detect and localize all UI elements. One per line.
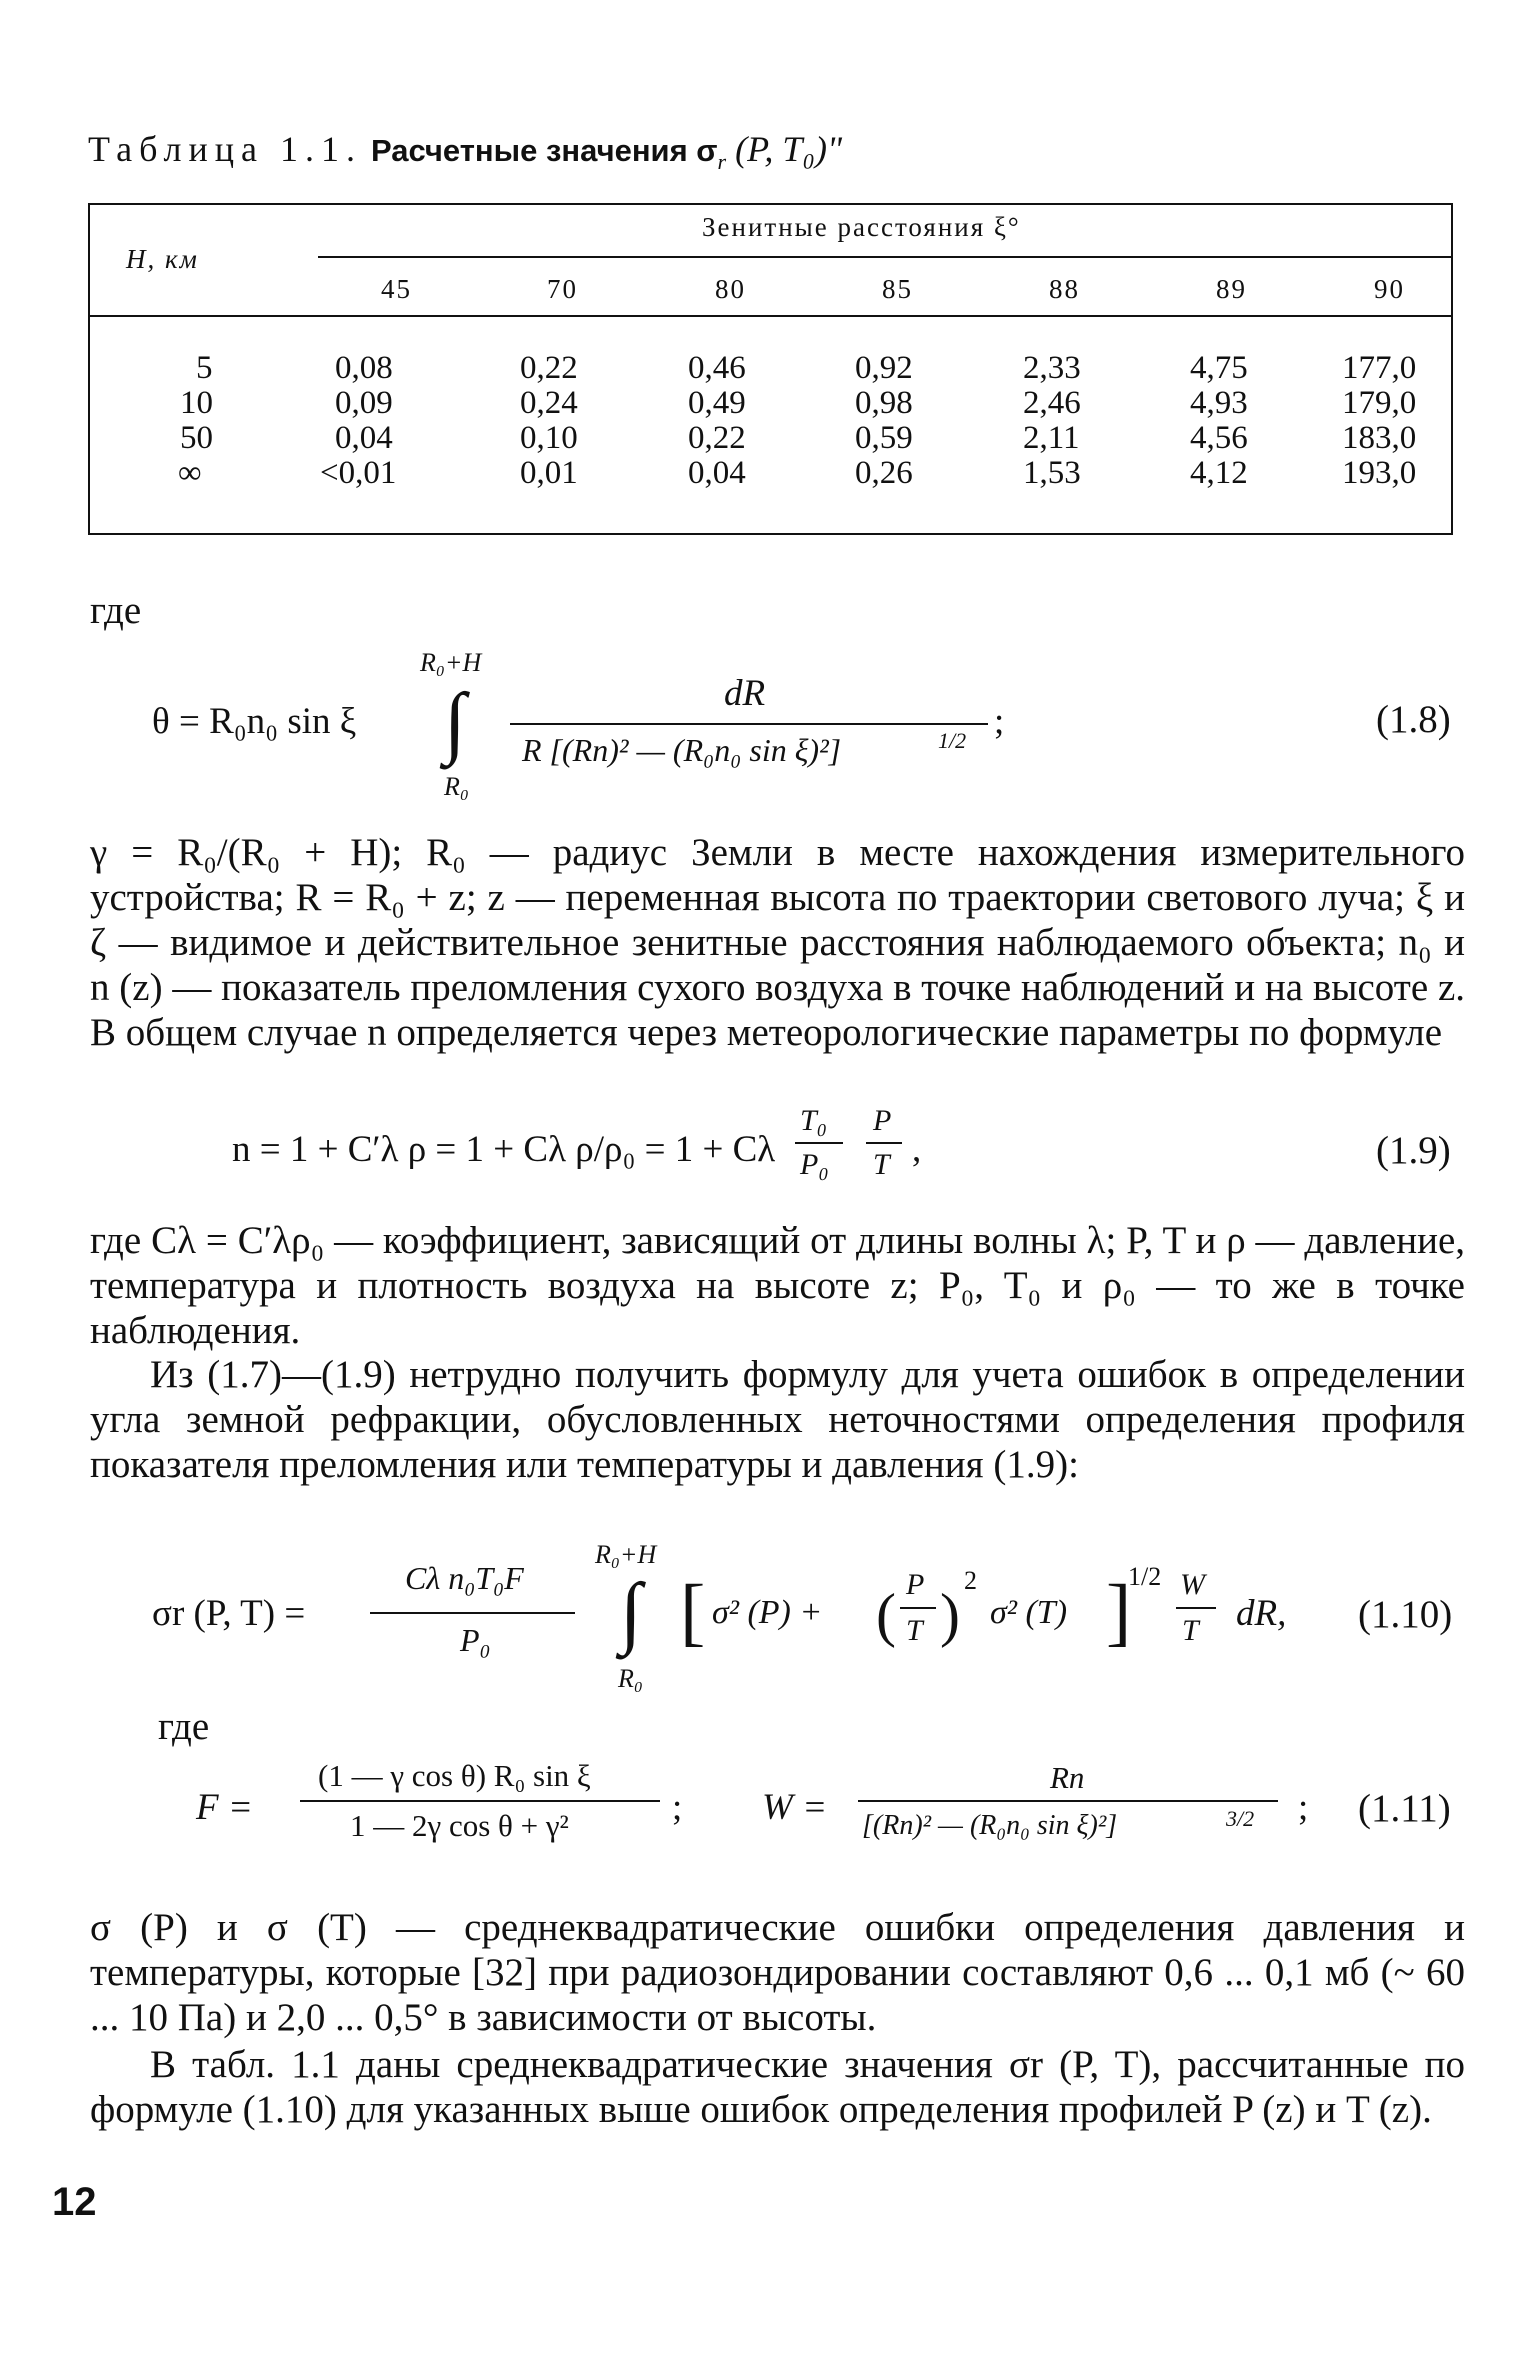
text-gde-1: где — [90, 589, 142, 632]
eq111-w-exp: 3/2 — [1226, 1806, 1255, 1831]
col-header-90: 90 — [1374, 274, 1405, 304]
eq110-upper-limit: R₀+H — [595, 1540, 657, 1569]
table-cell: 0,22 — [688, 420, 746, 456]
col-header-88: 88 — [1049, 274, 1080, 304]
table-cell: 0,92 — [855, 350, 913, 386]
eq111-w-lhs: W = — [762, 1787, 828, 1828]
eq110-exp-half: 1/2 — [1128, 1562, 1162, 1591]
eq110-w-den: T — [1182, 1614, 1199, 1647]
eq18-upper-limit: R₀+H — [420, 648, 482, 677]
table-right-rule — [1451, 205, 1453, 535]
integral-sign: ∫ — [620, 1568, 642, 1656]
paragraph-1: γ = R₀/(R₀ + H); R₀ — радиус Земли в месте нахождения измерительного устройства; R = R₀ + z; z — переменная высота по траектории светового луча; ξ и ζ — видимое и действительное зенитные расстояния наблюдаемого объекта; n₀ и n (z) — показатель преломления сухого воздуха в точке наблюдений и на высоте z. В общем случае n определяется через метеорологические параметры по формуле — [90, 831, 1465, 1054]
eq19-num2: P — [873, 1104, 892, 1137]
eq19-den1: P₀ — [800, 1148, 829, 1181]
col-header-85: 85 — [882, 274, 913, 304]
table-head-rule — [88, 315, 1453, 317]
table-label: Таблица 1.1. — [88, 129, 362, 169]
paragraph-5: В табл. 1.1 даны среднеквадратические значения σr (P, T), рассчитанные по формуле (1.10) для указанных выше ошибок определения профилей P (z) и T (z). — [90, 2043, 1465, 2131]
eq111-w-den: [(Rn)² — (R₀n₀ sin ξ)²] — [862, 1810, 1118, 1841]
table-cell: 183,0 — [1342, 420, 1417, 456]
table-cell: 0,49 — [688, 385, 746, 421]
eq110-numerator: Cλ n₀T₀F — [405, 1560, 524, 1596]
eq111-w-num: Rn — [1050, 1760, 1085, 1795]
table-cell: 0,26 — [855, 455, 913, 491]
table-cell: 2,46 — [1023, 385, 1081, 421]
page-number: 12 — [52, 2180, 97, 2224]
eq111-w-bar — [858, 1800, 1278, 1802]
table-cell: 193,0 — [1342, 455, 1417, 491]
eq19-tail: , — [912, 1129, 922, 1170]
eq18-denominator: R [(Rn)² — (R₀n₀ sin ξ)²] — [522, 732, 842, 768]
eq18-number: (1.8) — [1376, 698, 1451, 741]
eq19-den2: T — [873, 1148, 890, 1181]
left-bracket: [ — [680, 1570, 706, 1654]
table-cell: 0,04 — [335, 420, 393, 456]
row-header: H, км — [126, 244, 199, 274]
eq19-bar2 — [866, 1142, 902, 1144]
eq110-fraction-bar — [370, 1612, 575, 1614]
paragraph-4: σ (P) и σ (T) — среднеквадратические ошибки определения давления и температуры, которые [32] при радиозондировании составляют 0,6 ... 0,1 мб (~ 60 ... 10 Па) и 2,0 ... 0,5° в зависимости от высоты. — [90, 1906, 1465, 2039]
table-cell: 4,75 — [1190, 350, 1248, 386]
table-top-rule — [88, 203, 1453, 205]
eq110-after: σ² (T) — [990, 1594, 1068, 1631]
table-cell: 0,59 — [855, 420, 913, 456]
eq18-numerator: dR — [724, 673, 766, 714]
eq111-f-bar — [300, 1800, 660, 1802]
integral-sign: ∫ — [444, 678, 466, 766]
table-cell: 0,10 — [520, 420, 578, 456]
table-cell-h: 50 — [180, 420, 213, 456]
table-cell: 177,0 — [1342, 350, 1417, 386]
eq110-lhs: σr (P, T) = — [152, 1593, 306, 1634]
table-cell: 0,04 — [688, 455, 746, 491]
eq18-fraction-bar — [510, 723, 988, 725]
eq110-inner-den: T — [906, 1614, 923, 1647]
eq110-inner-bar — [900, 1607, 936, 1609]
table-cell: 0,98 — [855, 385, 913, 421]
table-cell-h: 5 — [196, 350, 213, 386]
col-header-80: 80 — [715, 274, 746, 304]
eq110-exp2: 2 — [964, 1566, 977, 1595]
eq18-tail: ; — [994, 701, 1005, 742]
eq111-sep: ; — [672, 1787, 683, 1828]
eq19-bar1 — [795, 1142, 843, 1144]
eq110-number: (1.10) — [1358, 1593, 1453, 1636]
eq19-lhs: n = 1 + C′λ ρ = 1 + Cλ ρ/ρ₀ = 1 + Cλ — [232, 1129, 776, 1170]
text-gde-2: где — [158, 1705, 210, 1748]
table-cell-h: 10 — [180, 385, 213, 421]
table-bottom-rule — [88, 533, 1453, 535]
table-cell: 0,08 — [335, 350, 393, 386]
col-header-89: 89 — [1216, 274, 1247, 304]
table-caption — [88, 128, 842, 175]
eq110-bracket-term: σ² (P) + — [712, 1594, 823, 1631]
eq110-lower-limit: R₀ — [618, 1664, 643, 1693]
col-group-header: Зенитные расстояния ξ° — [702, 212, 1021, 242]
eq111-number: (1.11) — [1358, 1787, 1451, 1830]
eq110-w-num: W — [1180, 1568, 1205, 1601]
table-mid-rule — [318, 256, 1453, 258]
eq110-denominator: P₀ — [460, 1622, 491, 1658]
table-title-args: (P, T₀)" — [735, 129, 843, 169]
table-cell: 179,0 — [1342, 385, 1417, 421]
eq18-lhs: θ = R₀n₀ sin ξ — [152, 701, 357, 742]
eq110-tail: dR, — [1236, 1593, 1287, 1634]
table-cell: 0,46 — [688, 350, 746, 386]
eq111-f-lhs: F = — [196, 1787, 253, 1828]
table-cell: <0,01 — [320, 455, 397, 491]
eq110-inner-num: P — [906, 1568, 925, 1601]
eq19-number: (1.9) — [1376, 1129, 1451, 1172]
eq19-num1: T₀ — [800, 1104, 828, 1137]
table-cell: 0,09 — [335, 385, 393, 421]
eq111-f-num: (1 — γ cos θ) R₀ sin ξ — [318, 1758, 591, 1793]
table-left-rule — [88, 205, 90, 535]
right-paren: ) — [940, 1582, 960, 1648]
table-cell-h: ∞ — [178, 455, 202, 491]
eq110-w-bar — [1176, 1607, 1216, 1609]
paragraph-3: Из (1.7)—(1.9) нетрудно получить формулу для учета ошибок в определении угла земной рефракции, обусловленных неточностями определения профиля показателя преломления или температуры и давления (1.9): — [90, 1353, 1465, 1486]
table-cell: 1,53 — [1023, 455, 1081, 491]
eq18-den-exponent: 1/2 — [938, 728, 967, 753]
eq111-tail: ; — [1298, 1787, 1309, 1828]
table-cell: 4,56 — [1190, 420, 1248, 456]
table-cell: 0,24 — [520, 385, 578, 421]
table-cell: 2,11 — [1023, 420, 1080, 456]
table-title: Расчетные значения σ — [370, 133, 718, 168]
right-bracket: ] — [1106, 1570, 1132, 1654]
paragraph-2: где Cλ = C′λρ₀ — коэффициент, зависящий от длины волны λ; P, T и ρ — давление, температура и плотность воздуха на высоте z; P₀, T₀ и ρ₀ — то же в точке наблюдения. — [90, 1219, 1465, 1352]
col-header-70: 70 — [547, 274, 578, 304]
table-cell: 4,12 — [1190, 455, 1248, 491]
table-cell: 0,01 — [520, 455, 578, 491]
eq111-f-den: 1 — 2γ cos θ + γ² — [350, 1808, 569, 1843]
left-paren: ( — [876, 1582, 896, 1648]
table-cell: 2,33 — [1023, 350, 1081, 386]
table-cell: 4,93 — [1190, 385, 1248, 421]
table-title-sub: r — [717, 149, 727, 175]
table-cell: 0,22 — [520, 350, 578, 386]
col-header-45: 45 — [381, 274, 412, 304]
eq18-lower-limit: R₀ — [444, 772, 469, 801]
